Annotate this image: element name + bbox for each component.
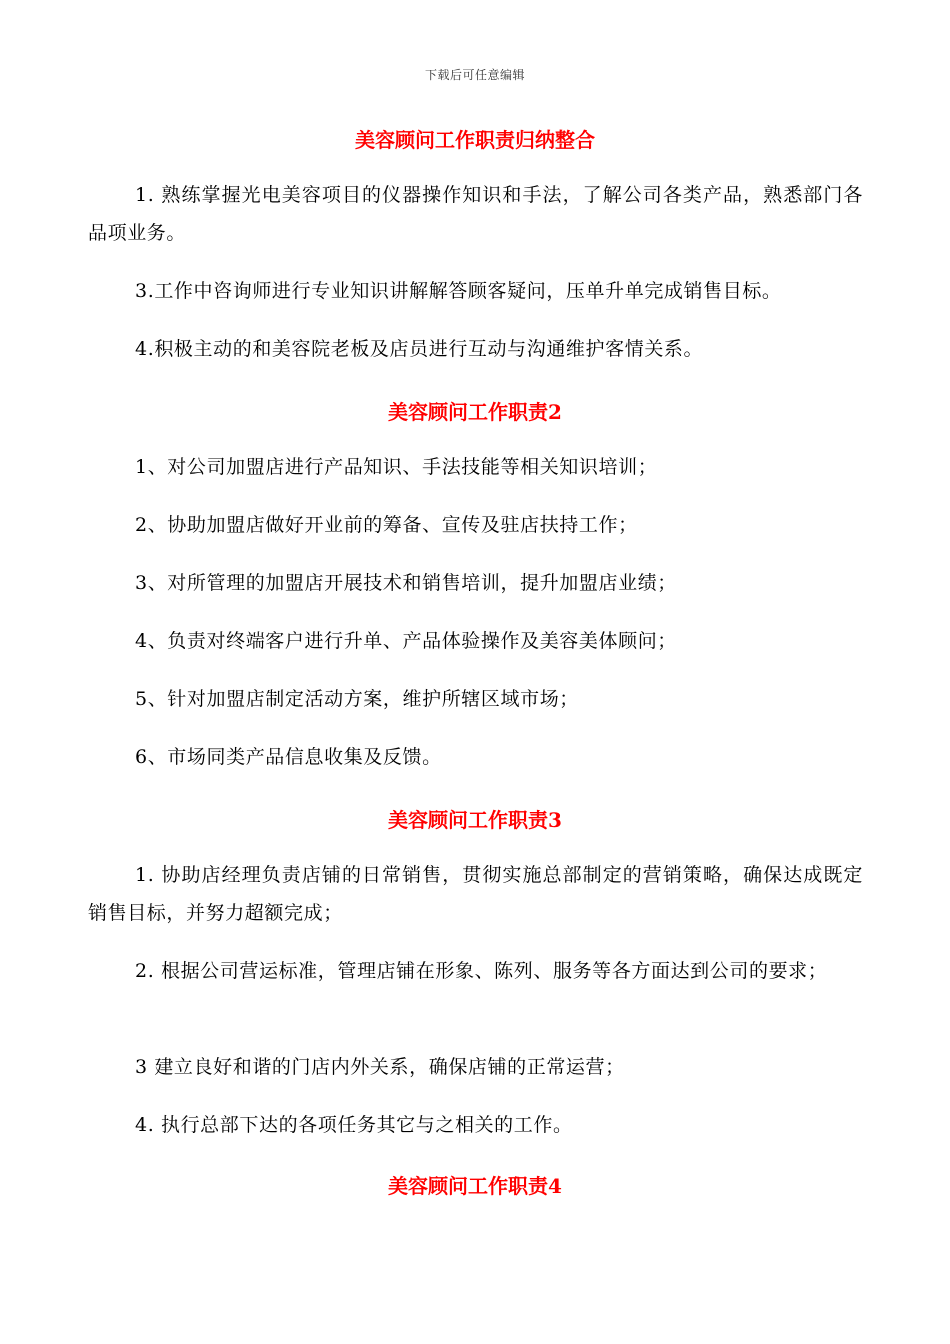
paragraph: 3、对所管理的加盟店开展技术和销售培训，提升加盟店业绩； <box>135 572 677 594</box>
paragraph: 2、协助加盟店做好开业前的筹备、宣传及驻店扶持工作； <box>135 514 638 536</box>
paragraph: 1. 协助店经理负责店铺的日常销售，贯彻实施总部制定的营销策略，确保达成既定销售目标，并努力超额完成； <box>88 864 863 924</box>
paragraph: 4、负责对终端客户进行升单、产品体验操作及美容美体顾问； <box>135 630 677 652</box>
paragraph: 4. 执行总部下达的各项任务其它与之相关的工作。 <box>135 1114 573 1136</box>
header-note: 下载后可任意编辑 <box>424 68 525 82</box>
section-title-2: 美容顾问工作职责2 <box>388 400 562 424</box>
paragraph: 4.积极主动的和美容院老板及店员进行互动与沟通维护客情关系。 <box>135 338 704 360</box>
section-title-1: 美容顾问工作职责归纳整合 <box>355 128 595 152</box>
paragraph: 6、市场同类产品信息收集及反馈。 <box>135 746 442 768</box>
paragraph: 1. 熟练掌握光电美容项目的仪器操作知识和手法，了解公司各类产品，熟悉部门各品项业务。 <box>88 184 863 244</box>
paragraph: 3 建立良好和谐的门店内外关系，确保店铺的正常运营； <box>135 1056 625 1078</box>
section-title-3: 美容顾问工作职责3 <box>388 808 562 832</box>
paragraph: 2. 根据公司营运标准，管理店铺在形象、陈列、服务等各方面达到公司的要求； <box>135 960 828 982</box>
paragraph: 3.工作中咨询师进行专业知识讲解解答顾客疑问，压单升单完成销售目标。 <box>135 280 782 302</box>
section-title-4: 美容顾问工作职责4 <box>388 1174 562 1198</box>
paragraph: 5、针对加盟店制定活动方案，维护所辖区域市场； <box>135 688 579 710</box>
paragraph: 1、对公司加盟店进行产品知识、手法技能等相关知识培训； <box>135 456 658 478</box>
